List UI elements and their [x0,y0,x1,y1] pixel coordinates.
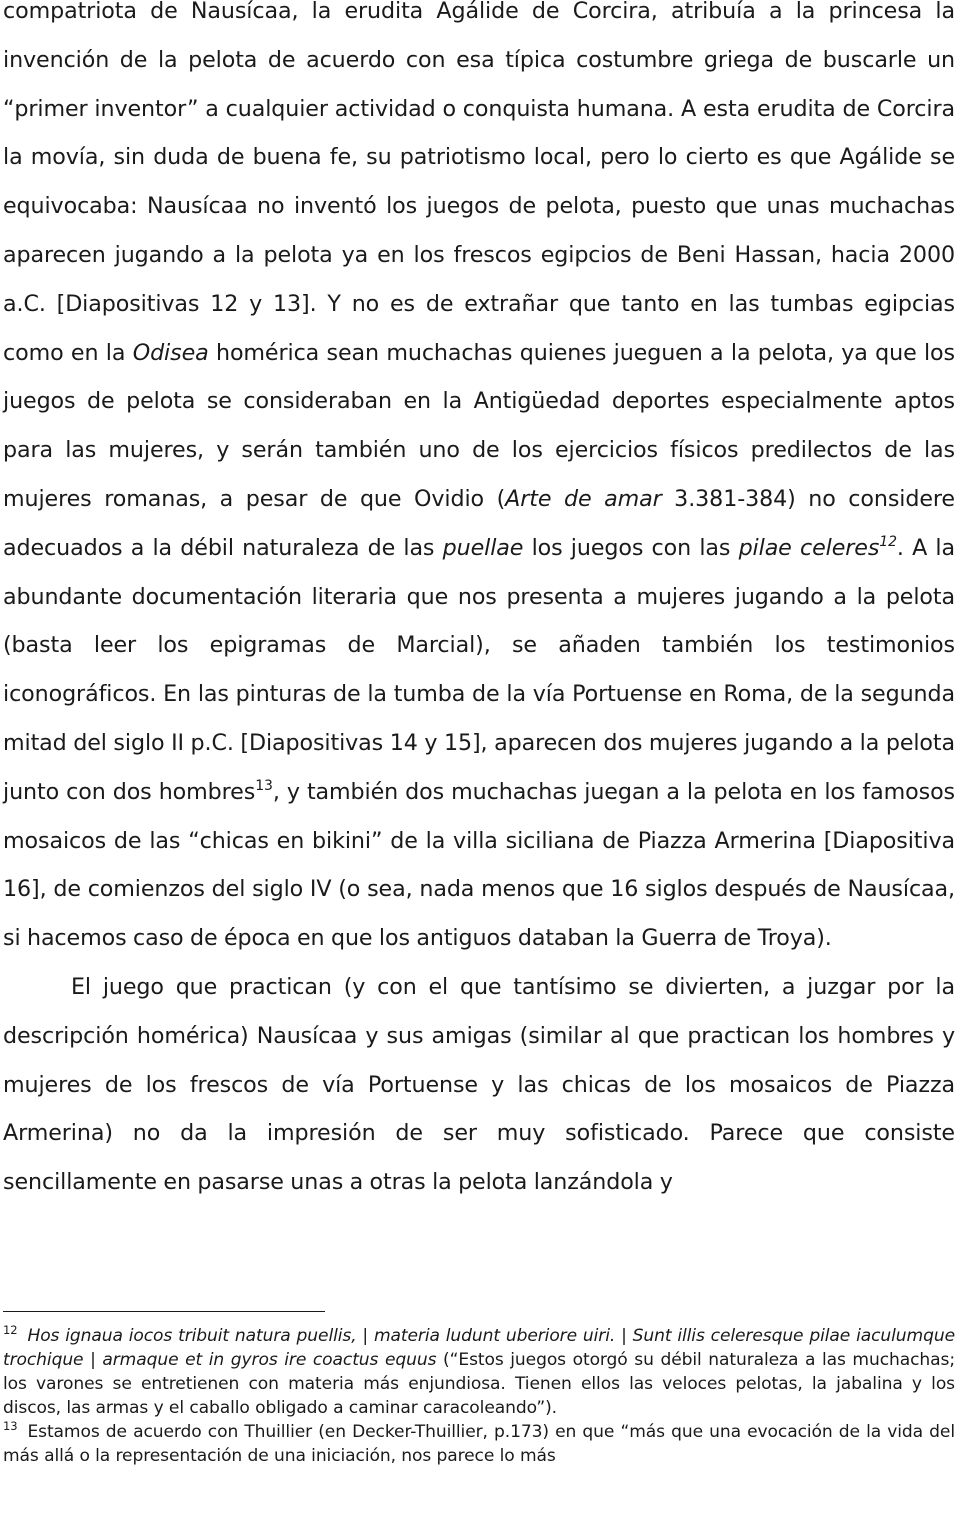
footnote-ref: 12 [879,533,897,550]
italic-text: pilae celeres [738,534,880,561]
footnote-text [3,1326,955,1418]
text-run: los juegos con las [523,534,739,561]
footnote-number: 12 [3,1323,18,1337]
italic-text: puellae [442,534,524,561]
text-run: (“Estos juegos otorgó su débil naturaleza a las muchachas; los varones se entretienen con materia más enjundiosa. Tienen ellos las veloces pelotas, la jabalina y los discos, las armas y el caballo obligado a caminar caracoleando”). [3,1349,955,1418]
text-run: . A la abundante documentación literaria que nos presenta a mujeres jugando a la pelota (basta leer los epigramas de Marcial), se añaden también los testimonios iconográficos. En las pinturas de la tumba de la vía Portuense en Roma, de la segunda mitad del siglo II p.C. [Diapositivas 14 y 15], aparecen dos mujeres jugando a la pelota junto con dos hombres [3,534,955,805]
footnote-number: 13 [3,1418,18,1433]
footnote-13 [3,1418,955,1469]
paragraph-1 [3,0,955,963]
text-run: homérica sean muchachas quienes jueguen a la pelota, ya que los juegos de pelota se consideraban en la Antigüedad deportes especialmente aptos para las mujeres, y serán también uno de los ejercicios físicos predilectos de las mujeres romanas, a pesar de que Ovidio ( [3,339,955,512]
text-run: compatriota de Nausícaa, la erudita Agálide de Corcira, atribuía a la princesa la invención de la pelota de acuerdo con esa típica costumbre griega de buscarle un “primer inventor” a cualquier actividad o conquista humana. A esta erudita de Corcira la movía, sin duda de buena fe, su patriotismo local, pero lo cierto es que Agálide se equivocaba: Nausícaa no inventó los juegos de pelota, puesto que unas muchachas aparecen jugando a la pelota ya en los frescos egipcios de Beni Hassan, hacia 2000 a.C. [Diapositivas 12 y 13]. Y no es de extrañar que tanto en las tumbas egipcias como en la [3,0,955,366]
text-run: 3.381-384) no considere adecuados a la débil naturaleza de las [3,485,955,561]
paragraph-2 [3,963,955,1207]
text-run: Estamos de acuerdo con Thuillier (en Decker-Thuillier, p.173) en que “más que una evocación de la vida del más allá o la representación de una iniciación, nos parece lo más [3,1421,955,1466]
footnote-12 [3,1325,955,1421]
italic-text: Arte de amar [505,485,662,512]
text-run: , y también dos muchachas juegan a la pelota en los famosos mosaicos de las “chicas en bikini” de la villa siciliana de Piazza Armerina [Diapositiva 16], de comienzos del siglo IV (o sea, nada menos que 16 siglos después de Nausícaa, si hacemos caso de época en que los antiguos databan la Guerra de Troya). [3,778,956,952]
footnotes [3,1311,955,1468]
italic-text: Odisea [132,339,209,366]
footnote-ref: 13 [255,777,273,794]
body-text [3,0,955,1207]
footnote-separator [3,1311,325,1312]
italic-text: Hos ignaua iocos tribuit natura puellis, | materia ludunt uberiore uiri. | Sunt illis celeresque pilae iaculumque trochique | armaque et in gyros ire coactus equus [3,1326,955,1370]
document-page [3,0,955,1207]
footnote-text [3,1422,955,1466]
text-run: El juego que practican (y con el que tantísimo se divierten, a juzgar por la descripción homérica) Nausícaa y sus amigas (similar al que practican los hombres y mujeres de los frescos de vía Portuense y las chicas de los mosaicos de Piazza Armerina) no da la impresión de ser muy sofisticado. Parece que consiste sencillamente en pasarse unas a otras la pelota lanzándola y [3,973,955,1196]
